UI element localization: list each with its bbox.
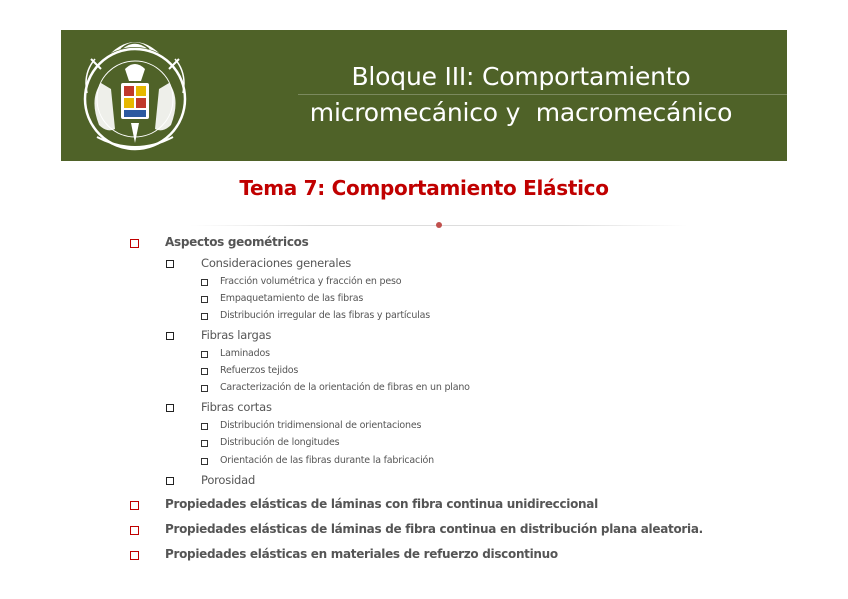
list-item-label: Distribución tridimensional de orientaciones	[220, 420, 422, 431]
divider-dot	[436, 222, 442, 228]
list-item-label: Propiedades elásticas en materiales de refuerzo discontinuo	[165, 547, 558, 561]
checkbox-bullet-icon	[201, 440, 208, 447]
list-item-label: Empaquetamiento de las fibras	[220, 293, 364, 304]
checkbox-bullet-icon	[130, 551, 139, 560]
list-item-label: Propiedades elásticas de láminas de fibra continua en distribución plana aleatoria.	[165, 522, 703, 536]
title-line-2: micromecánico y macromecánico	[309, 98, 733, 127]
checkbox-bullet-icon	[166, 260, 174, 268]
checkbox-bullet-icon	[201, 351, 208, 358]
checkbox-bullet-icon	[166, 404, 174, 412]
list-item-label: Fibras largas	[201, 328, 272, 342]
checkbox-bullet-icon	[130, 501, 139, 510]
list-item-label: Propiedades elásticas de láminas con fibra continua unidireccional	[165, 497, 598, 511]
checkbox-bullet-icon	[201, 313, 208, 320]
list-item-label: Refuerzos tejidos	[220, 365, 299, 376]
checkbox-bullet-icon	[201, 296, 208, 303]
checkbox-bullet-icon	[166, 332, 174, 340]
checkbox-bullet-icon	[201, 368, 208, 375]
list-item-label: Aspectos geométricos	[165, 235, 309, 249]
list-item-label: Distribución irregular de las fibras y partículas	[220, 310, 430, 321]
checkbox-bullet-icon	[130, 239, 139, 248]
list-item-label: Fracción volumétrica y fracción en peso	[220, 276, 402, 287]
checkbox-bullet-icon	[201, 423, 208, 430]
checkbox-bullet-icon	[166, 477, 174, 485]
list-item-label: Laminados	[220, 348, 270, 359]
checkbox-bullet-icon	[201, 458, 208, 465]
list-item-label: Orientación de las fibras durante la fabricación	[220, 455, 434, 466]
header-banner	[61, 30, 787, 161]
list-item-label: Consideraciones generales	[201, 256, 352, 270]
list-item-label: Porosidad	[201, 473, 256, 487]
checkbox-bullet-icon	[130, 526, 139, 535]
list-item-label: Fibras cortas	[201, 400, 272, 414]
list-item-label: Caracterización de la orientación de fibras en un plano	[220, 382, 470, 393]
topic-title: Tema 7: Comportamiento Elástico	[239, 176, 609, 200]
page-title	[251, 59, 791, 131]
checkbox-bullet-icon	[201, 279, 208, 286]
list-item-label: Distribución de longitudes	[220, 437, 340, 448]
checkbox-bullet-icon	[201, 385, 208, 392]
university-seal-icon	[71, 33, 199, 158]
title-line-1: Bloque III: Comportamiento	[351, 62, 691, 91]
